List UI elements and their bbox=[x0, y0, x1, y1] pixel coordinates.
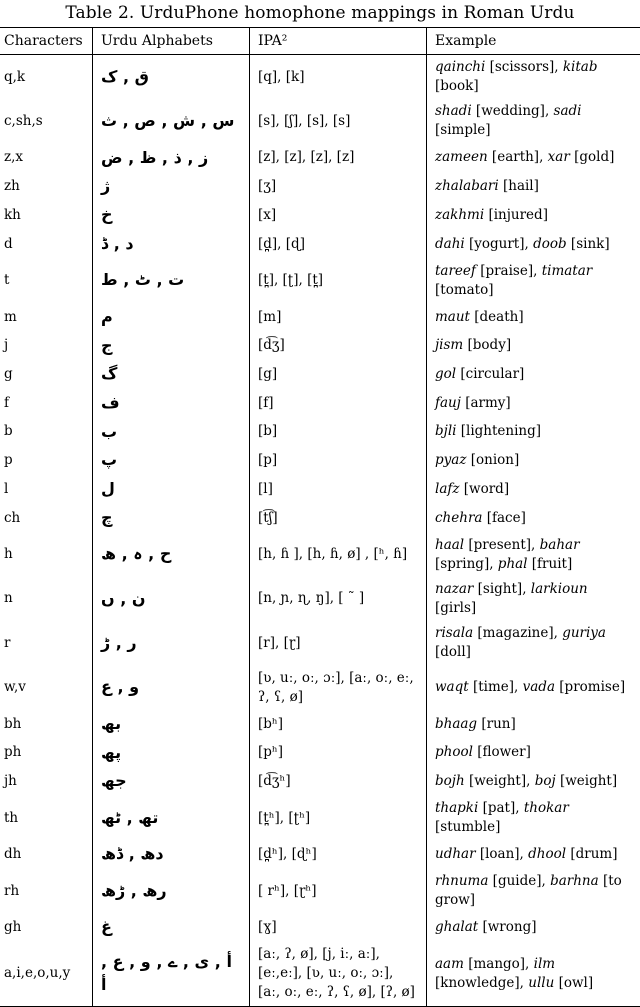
homophone-table bbox=[0, 27, 640, 1007]
ipa-cell: [d͡ʒ] bbox=[250, 332, 427, 361]
characters-cell: r bbox=[0, 621, 93, 665]
roman-urdu-word: pyaz bbox=[435, 452, 466, 468]
roman-urdu-word: larkioun bbox=[531, 581, 588, 597]
roman-urdu-word: chehra bbox=[435, 510, 482, 526]
example-cell: zameen [earth], xar [gold] bbox=[427, 144, 640, 173]
ipa-cell: [n, ɲ, ɳ, ŋ], [ ˜ ] bbox=[250, 577, 427, 621]
roman-urdu-word: sadi bbox=[554, 103, 582, 119]
table-row bbox=[0, 303, 640, 332]
example-cell: bojh [weight], boj [weight] bbox=[427, 767, 640, 796]
roman-urdu-word: phool bbox=[435, 744, 473, 760]
characters-cell: ph bbox=[0, 739, 93, 768]
table-row bbox=[0, 360, 640, 389]
example-cell: gol [circular] bbox=[427, 360, 640, 389]
roman-urdu-word: fauj bbox=[435, 395, 461, 411]
ipa-cell: [pʰ] bbox=[250, 739, 427, 768]
urdu-cell: دھ , ڈھ bbox=[93, 840, 250, 869]
example-cell: bhaag [run] bbox=[427, 710, 640, 739]
urdu-cell: ژ bbox=[93, 172, 250, 201]
urdu-cell: ن , ں bbox=[93, 577, 250, 621]
roman-urdu-word: qainchi bbox=[435, 59, 485, 75]
characters-cell: m bbox=[0, 303, 93, 332]
characters-cell: j bbox=[0, 332, 93, 361]
table-row bbox=[0, 942, 640, 1006]
ipa-cell: [p] bbox=[250, 446, 427, 475]
column-header-ipa: IPA² bbox=[250, 28, 427, 55]
example-cell: qainchi [scissors], kitab [book] bbox=[427, 55, 640, 100]
ipa-cell: [m] bbox=[250, 303, 427, 332]
urdu-cell: أ , ی , ے , و , ع , أ bbox=[93, 942, 250, 1006]
characters-cell: h bbox=[0, 533, 93, 577]
urdu-cell: و , ع bbox=[93, 666, 250, 710]
table-row bbox=[0, 475, 640, 504]
ipa-cell: [h, ɦ ], [h, ɦ, ø] , [ʰ, ɦ] bbox=[250, 533, 427, 577]
ipa-cell: [z], [z], [z], [z] bbox=[250, 144, 427, 173]
example-cell: thapki [pat], thokar [stumble] bbox=[427, 796, 640, 840]
example-cell: dahi [yogurt], doob [sink] bbox=[427, 230, 640, 259]
ipa-cell: [bʰ] bbox=[250, 710, 427, 739]
characters-cell: g bbox=[0, 360, 93, 389]
urdu-cell: خ bbox=[93, 201, 250, 230]
roman-urdu-word: bhaag bbox=[435, 716, 477, 732]
characters-cell: dh bbox=[0, 840, 93, 869]
characters-cell: zh bbox=[0, 172, 93, 201]
urdu-cell: م bbox=[93, 303, 250, 332]
example-cell: aam [mango], ilm [knowledge], ullu [owl] bbox=[427, 942, 640, 1006]
urdu-cell: تھ , ٹھ bbox=[93, 796, 250, 840]
table-row bbox=[0, 739, 640, 768]
table-row bbox=[0, 577, 640, 621]
roman-urdu-word: bojh bbox=[435, 773, 465, 789]
characters-cell: a,i,e,o,u,y bbox=[0, 942, 93, 1006]
roman-urdu-word: timatar bbox=[542, 263, 593, 279]
urdu-cell: رھ , ڑھ bbox=[93, 869, 250, 913]
example-cell: fauj [army] bbox=[427, 389, 640, 418]
urdu-cell: پ bbox=[93, 446, 250, 475]
example-cell: jism [body] bbox=[427, 332, 640, 361]
example-cell: haal [present], bahar [spring], phal [fruit] bbox=[427, 533, 640, 577]
characters-cell: kh bbox=[0, 201, 93, 230]
characters-cell: t bbox=[0, 259, 93, 303]
roman-urdu-word: ilm bbox=[534, 956, 555, 972]
roman-urdu-word: risala bbox=[435, 625, 473, 641]
roman-urdu-word: barhna bbox=[550, 873, 599, 889]
table-row bbox=[0, 418, 640, 447]
table-row bbox=[0, 767, 640, 796]
ipa-cell: [f] bbox=[250, 389, 427, 418]
roman-urdu-word: phal bbox=[498, 556, 528, 572]
table-row bbox=[0, 840, 640, 869]
roman-urdu-word: rhnuma bbox=[435, 873, 488, 889]
urdu-cell: ف bbox=[93, 389, 250, 418]
characters-cell: n bbox=[0, 577, 93, 621]
urdu-cell: ح , ہ , ھ bbox=[93, 533, 250, 577]
ipa-cell: [l] bbox=[250, 475, 427, 504]
urdu-cell: س , ش , ص , ث bbox=[93, 99, 250, 143]
roman-urdu-word: guriya bbox=[562, 625, 606, 641]
roman-urdu-word: udhar bbox=[435, 846, 476, 862]
characters-cell: jh bbox=[0, 767, 93, 796]
roman-urdu-word: waqt bbox=[435, 679, 469, 695]
ipa-cell: [aː, ʔ, ø], [j, iː, aː], [eː,eː], [ʋ, uː, oː, ɔː], [aː, oː, eː, ʔ, ʕ, ø], [ʔ, ø] bbox=[250, 942, 427, 1006]
roman-urdu-word: zakhmi bbox=[435, 207, 484, 223]
table-row bbox=[0, 796, 640, 840]
roman-urdu-word: maut bbox=[435, 309, 470, 325]
roman-urdu-word: bjli bbox=[435, 423, 456, 439]
example-cell: chehra [face] bbox=[427, 504, 640, 533]
ipa-cell: [t̪ʰ], [ʈʰ] bbox=[250, 796, 427, 840]
ipa-cell: [ʒ] bbox=[250, 172, 427, 201]
characters-cell: p bbox=[0, 446, 93, 475]
example-cell: udhar [loan], dhool [drum] bbox=[427, 840, 640, 869]
example-cell: tareef [praise], timatar [tomato] bbox=[427, 259, 640, 303]
ipa-cell: [t͡ʃ] bbox=[250, 504, 427, 533]
table-row bbox=[0, 55, 640, 100]
ipa-cell: [t̪], [ʈ], [t̪] bbox=[250, 259, 427, 303]
characters-cell: gh bbox=[0, 913, 93, 942]
table-row bbox=[0, 446, 640, 475]
roman-urdu-word: gol bbox=[435, 366, 456, 382]
characters-cell: ch bbox=[0, 504, 93, 533]
roman-urdu-word: jism bbox=[435, 337, 463, 353]
characters-cell: b bbox=[0, 418, 93, 447]
ipa-cell: [r], [ɽ] bbox=[250, 621, 427, 665]
example-cell: ghalat [wrong] bbox=[427, 913, 640, 942]
urdu-cell: ج bbox=[93, 332, 250, 361]
table-row bbox=[0, 869, 640, 913]
urdu-cell: پھ bbox=[93, 739, 250, 768]
column-header-characters: Characters bbox=[0, 28, 93, 55]
table-row bbox=[0, 201, 640, 230]
roman-urdu-word: doob bbox=[533, 236, 567, 252]
example-cell: rhnuma [guide], barhna [to grow] bbox=[427, 869, 640, 913]
roman-urdu-word: kitab bbox=[563, 59, 598, 75]
characters-cell: l bbox=[0, 475, 93, 504]
table-body bbox=[0, 55, 640, 1007]
ipa-cell: [d̪], [ɖ] bbox=[250, 230, 427, 259]
example-cell: risala [magazine], guriya [doll] bbox=[427, 621, 640, 665]
ipa-cell: [ɣ] bbox=[250, 913, 427, 942]
characters-cell: f bbox=[0, 389, 93, 418]
ipa-cell: [ʋ, uː, oː, ɔː], [aː, oː, eː, ʔ, ʕ, ø] bbox=[250, 666, 427, 710]
roman-urdu-word: dhool bbox=[528, 846, 566, 862]
table-row bbox=[0, 621, 640, 665]
characters-cell: d bbox=[0, 230, 93, 259]
roman-urdu-word: ullu bbox=[528, 975, 554, 991]
example-cell: nazar [sight], larkioun [girls] bbox=[427, 577, 640, 621]
table-row bbox=[0, 230, 640, 259]
ipa-cell: [s], [ʃ], [s], [s] bbox=[250, 99, 427, 143]
table-row bbox=[0, 913, 640, 942]
urdu-cell: ز , ذ , ظ , ض bbox=[93, 144, 250, 173]
roman-urdu-word: thapki bbox=[435, 800, 478, 816]
characters-cell: q,k bbox=[0, 55, 93, 100]
table-row bbox=[0, 99, 640, 143]
roman-urdu-word: zameen bbox=[435, 149, 488, 165]
roman-urdu-word: boj bbox=[535, 773, 556, 789]
urdu-cell: ر , ڑ bbox=[93, 621, 250, 665]
example-cell: zakhmi [injured] bbox=[427, 201, 640, 230]
roman-urdu-word: zhalabari bbox=[435, 178, 499, 194]
urdu-cell: د , ڈ bbox=[93, 230, 250, 259]
ipa-cell: [q], [k] bbox=[250, 55, 427, 100]
column-header-example: Example bbox=[427, 28, 640, 55]
roman-urdu-word: aam bbox=[435, 956, 464, 972]
header-row bbox=[0, 28, 640, 55]
roman-urdu-word: shadi bbox=[435, 103, 472, 119]
table-header bbox=[0, 28, 640, 55]
characters-cell: rh bbox=[0, 869, 93, 913]
urdu-cell: غ bbox=[93, 913, 250, 942]
characters-cell: w,v bbox=[0, 666, 93, 710]
ipa-cell: [g] bbox=[250, 360, 427, 389]
example-cell: phool [flower] bbox=[427, 739, 640, 768]
table-row bbox=[0, 172, 640, 201]
urdu-cell: بھ bbox=[93, 710, 250, 739]
roman-urdu-word: thokar bbox=[524, 800, 569, 816]
table-row bbox=[0, 144, 640, 173]
ipa-cell: [b] bbox=[250, 418, 427, 447]
roman-urdu-word: tareef bbox=[435, 263, 476, 279]
roman-urdu-word: lafz bbox=[435, 481, 459, 497]
table-row bbox=[0, 533, 640, 577]
roman-urdu-word: ghalat bbox=[435, 919, 478, 935]
urdu-cell: جھ bbox=[93, 767, 250, 796]
example-cell: lafz [word] bbox=[427, 475, 640, 504]
urdu-cell: گ bbox=[93, 360, 250, 389]
characters-cell: z,x bbox=[0, 144, 93, 173]
urdu-cell: ب bbox=[93, 418, 250, 447]
urdu-cell: چ bbox=[93, 504, 250, 533]
roman-urdu-word: nazar bbox=[435, 581, 473, 597]
ipa-cell: [ rʰ], [ɽʰ] bbox=[250, 869, 427, 913]
ipa-cell: [d̪ʰ], [ɖʰ] bbox=[250, 840, 427, 869]
urdu-cell: ت , ٹ , ط bbox=[93, 259, 250, 303]
roman-urdu-word: vada bbox=[523, 679, 555, 695]
roman-urdu-word: bahar bbox=[540, 537, 580, 553]
example-cell: shadi [wedding], sadi [simple] bbox=[427, 99, 640, 143]
table-row bbox=[0, 332, 640, 361]
table-row bbox=[0, 389, 640, 418]
characters-cell: bh bbox=[0, 710, 93, 739]
urdu-cell: ق , ک bbox=[93, 55, 250, 100]
roman-urdu-word: haal bbox=[435, 537, 464, 553]
ipa-cell: [d͡ʒʰ] bbox=[250, 767, 427, 796]
characters-cell: c,sh,s bbox=[0, 99, 93, 143]
characters-cell: th bbox=[0, 796, 93, 840]
table-caption: Table 2. UrduPhone homophone mappings in Roman Urdu bbox=[0, 0, 640, 27]
column-header-urdu-alphabets: Urdu Alphabets bbox=[93, 28, 250, 55]
table-row bbox=[0, 259, 640, 303]
example-cell: waqt [time], vada [promise] bbox=[427, 666, 640, 710]
example-cell: maut [death] bbox=[427, 303, 640, 332]
roman-urdu-word: xar bbox=[548, 149, 570, 165]
ipa-cell: [x] bbox=[250, 201, 427, 230]
table-row bbox=[0, 666, 640, 710]
example-cell: pyaz [onion] bbox=[427, 446, 640, 475]
example-cell: zhalabari [hail] bbox=[427, 172, 640, 201]
table-row bbox=[0, 710, 640, 739]
example-cell: bjli [lightening] bbox=[427, 418, 640, 447]
roman-urdu-word: dahi bbox=[435, 236, 465, 252]
urdu-cell: ل bbox=[93, 475, 250, 504]
table-row bbox=[0, 504, 640, 533]
